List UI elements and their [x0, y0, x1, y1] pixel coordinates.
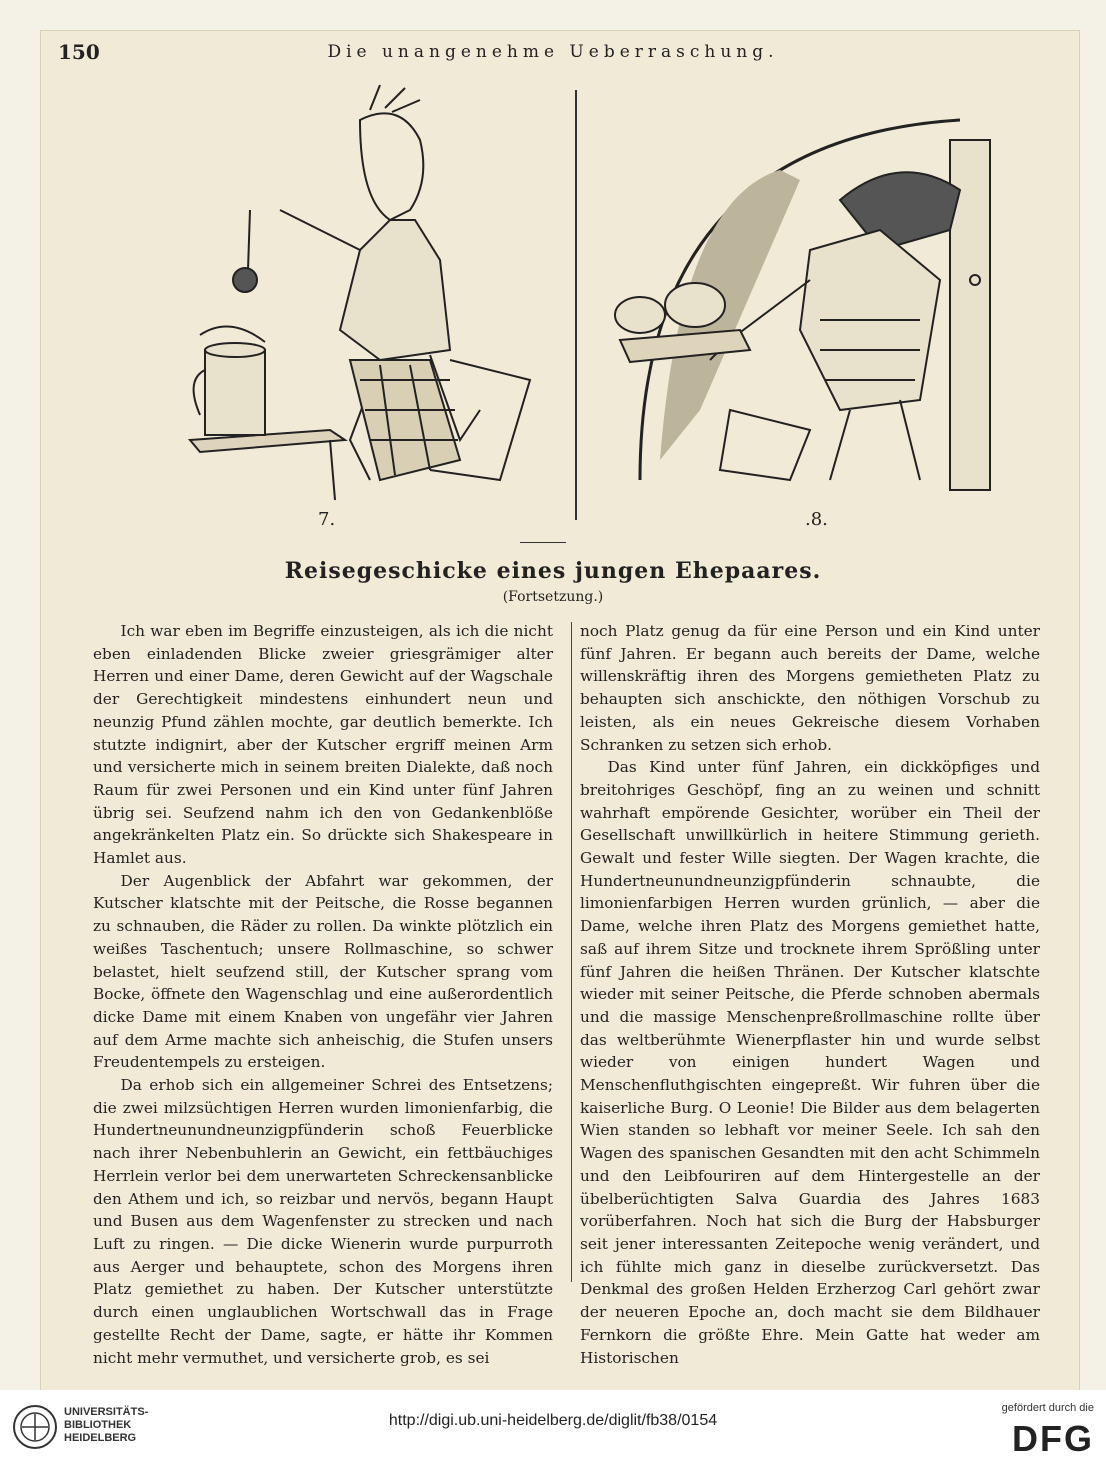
permalink-url[interactable]: http://digi.ub.uni-heidelberg.de/diglit/fb38/0154: [388, 1412, 718, 1429]
running-title: Die unangenehme Ueberraschung.: [327, 42, 779, 62]
funding-text: gefördert durch die: [1001, 1402, 1094, 1414]
man-with-tankard-illustration: [130, 80, 580, 510]
funding-notice: [1002, 1402, 1094, 1460]
article-subtitle: (Fortsetzung.): [502, 589, 604, 605]
page-header: [58, 40, 1048, 80]
text-column-left: [93, 620, 553, 1369]
page-number: 150: [58, 40, 100, 64]
man-at-door-illustration: [580, 80, 1030, 510]
figure-label: 7.: [318, 509, 336, 530]
figure-7: [130, 80, 580, 530]
paragraph: noch Platz genug da für eine Person und ein Kind unter fünf Jahren. Er begann auch bereits der Dame, welche willenskräftig ihren des Morgens gemietheten Platz zu behaupten sich anschickte, den nöthigen Vorschub zu leisten, als ein neues Gekreische diesem Vorhaben Schranken zu setzen sich erhob.: [580, 622, 1040, 754]
text-column-right: [580, 620, 1040, 1369]
viewer-footer: [0, 1390, 1106, 1467]
paragraph: Ich war eben im Begriffe einzusteigen, als ich die nicht eben einladenden Blicke zweier griesgrämiger alter Herren und einer Dame, deren Gewicht auf der Wagschale der Gerechtigkeit mindestens einhundert neun und neunzig Pfund zählen mochte, gar deutlich bemerkte. Ich stutzte indignirt, aber der Kutscher ergriff meinen Arm und versicherte mich in seinem breiten Dialekte, daß noch Raum für zwei Personen und ein Kind unter fünf Jahren übrig sei. Seufzend nahm ich den von Gedankenblöße angekränkelten Platz ein. So drückte sich Shakespeare in Hamlet aus.: [93, 622, 553, 868]
article-title: Reisegeschicke eines jungen Ehepaares.: [284, 558, 822, 584]
library-name: UNIVERSITÄTS- BIBLIOTHEK HEIDELBERG: [64, 1406, 149, 1444]
paragraph: Der Augenblick der Abfahrt war gekommen, der Kutscher klatschte mit der Peitsche, die Rosse begannen zu schnauben, die Räder zu rollen. Da winkte plötzlich ein weißes Taschentuch; unsere Rollmaschine, so schwer belastet, hielt seufzend still, der Kutscher sprang vom Bocke, öffnete den Wagenschlag und eine außerordentlich dicke Dame mit einem Knaben von ungefähr vier Jahren auf dem Arme machte sich anheischig, die Stufen unsers Freudentempels zu ersteigen.: [93, 871, 553, 1072]
section-rule: [520, 542, 566, 543]
dfg-logo: DFG: [1012, 1418, 1094, 1459]
column-divider: [571, 622, 572, 1282]
illustrations: [100, 80, 1030, 530]
paragraph: Da erhob sich ein allgemeiner Schrei des Entsetzens; die zwei milzsüchtigen Herren wurden limonienfarbig, die Hundertneunundneunzigpfünderin schoß Feuerblicke nach ihrer Nebenbuhlerin an Gewicht, ein fettbäuchiges Herrlein verlor bei dem unerwarteten Schreckensanblicke den Athem und ich, so reizbar und nervös, begann Haupt und Busen aus dem Wagenfenster zu strecken und nach Luft zu ringen. — Die dicke Wienerin wurde purpurroth aus Aerger und behauptete, schon des Morgens ihren Platz gemiethet zu haben. Der Kutscher unterstützte durch einen unglaublichen Wortschwall das in Frage gestellte Recht der Dame, sagte, er hätte ihr Kommen nicht mehr vermuthet, und versicherte grob, es sei: [93, 1076, 553, 1367]
figure-8: [580, 80, 1030, 530]
paragraph: Das Kind unter fünf Jahren, ein dickköpfiges und breitohriges Geschöpf, fing an zu weinen und schnitt wahrhaft empörende Gesichter, worüber ein Theil der Gesellschaft unwillkürlich in heitere Stimmung gerieth. Gewalt und fester Wille siegten. Der Wagen krachte, die Hundertneunundneunzigpfünderin schnaubte, die limonienfarbigen Herren wurden grünlich, — aber die Dame, welche ihren Platz des Morgens gemiethet hatte, saß auf ihrem Sitze und trocknete ihrem Sprößling unter fünf Jahren die heißen Thränen. Der Kutscher klatschte wieder mit seiner Peitsche, die Pferde schnoben abermals und die massige Menschenpreßrollmaschine rollte über das weltberühmte Wienerpflaster hin und wurde selbst wieder von einigen hundert Wagen und Menschenfluthgischten eingepreßt. Wir fuhren über die kaiserliche Burg. O Leonie! Die Bilder aus dem belagerten Wien standen so lebhaft vor meiner Seele. Ich sah den Wagen des spanischen Gesandten mit den acht Schimmeln und den Leibfouriren auf dem Hintergestelle an der übelberüchtigten Salva Guardia des Jahres 1683 vorüberfahren. Noch hat sich die Burg der Habsburger seit jener interessanten Zeitepoche wenig verändert, und ich fühlte mich ganz in dieselbe zurückversetzt. Das Denkmal des großen Helden Erzherzog Carl gehört zwar der neueren Epoche an, doch macht sie dem Bildhauer Fernkorn die größte Ehre. Mein Gatte hat weder am Historischen: [580, 758, 1040, 1367]
figure-label: .8.: [805, 509, 828, 530]
figure-divider: [575, 90, 577, 520]
